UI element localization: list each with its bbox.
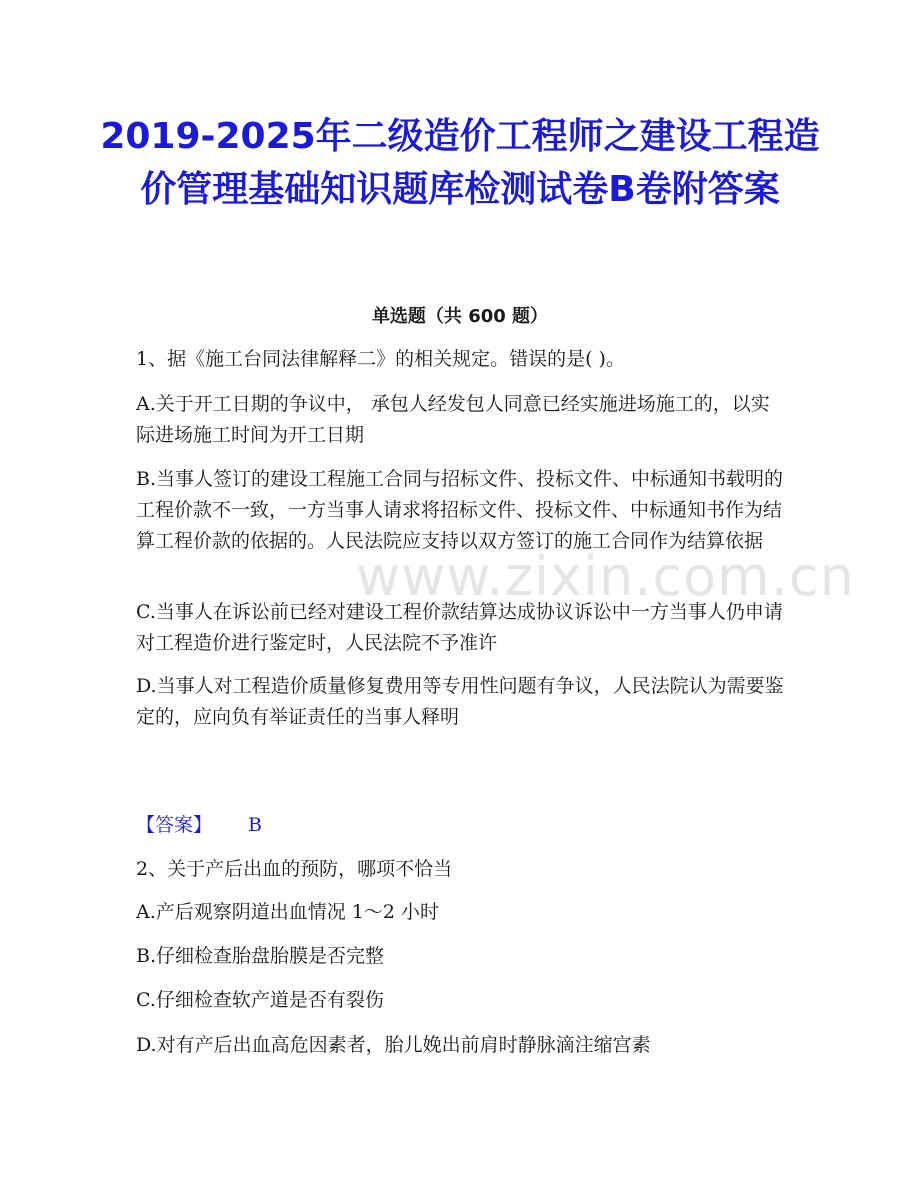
question-2-option-b: B.仔细检查胎盘胎膜是否完整 [136, 945, 385, 967]
question-1-option-a: A.关于开工日期的争议中， 承包人经发包人同意已经实施进场施工的，以实际进场施工时间为开工日期 [136, 393, 770, 446]
question-2-option-a: A.产后观察阴道出血情况 1～2 小时 [136, 901, 440, 923]
section-heading: 单选题（共 600 题） [371, 306, 549, 327]
question-2-option-c: C.仔细检查软产道是否有裂伤 [136, 989, 384, 1011]
question-1-option-c: C.当事人在诉讼前已经对建设工程价款结算达成协议诉讼中一方当事人仍申请对工程造价进行鉴定时，人民法院不予准许 [136, 601, 783, 654]
question-2-stem: 2、关于产后出血的预防，哪项不恰当 [136, 858, 453, 880]
answer-label: 【答案】 [136, 814, 213, 836]
answer-value: B [248, 814, 262, 836]
question-1-stem: 1、据《施工台同法律解释二》的相关规定。错误的是( )。 [136, 348, 625, 370]
question-1-option-d: D.当事人对工程造价质量修复费用等专用性问题有争议，人民法院认为需要鉴定的，应向负有举证责任的当事人释明 [136, 675, 784, 728]
watermark: www.zixin.com.cn [356, 545, 855, 608]
question-2-option-d: D.对有产后出血高危因素者，胎儿娩出前肩时静脉滴注缩宫素 [136, 1034, 651, 1056]
question-1-answer [136, 810, 262, 841]
document-title: 2019-2025年二级造价工程师之建设工程造价管理基础知识题库检测试卷B卷附答案 [100, 116, 820, 210]
question-1-option-b: B.当事人签订的建设工程施工合同与招标文件、投标文件、中标通知书载明的工程价款不一致，一方当事人请求将招标文件、投标文件、中标通知书作为结算工程价款的依据的。人民法院应支持以双方签订的施工合同作为结算依据 [136, 468, 784, 552]
